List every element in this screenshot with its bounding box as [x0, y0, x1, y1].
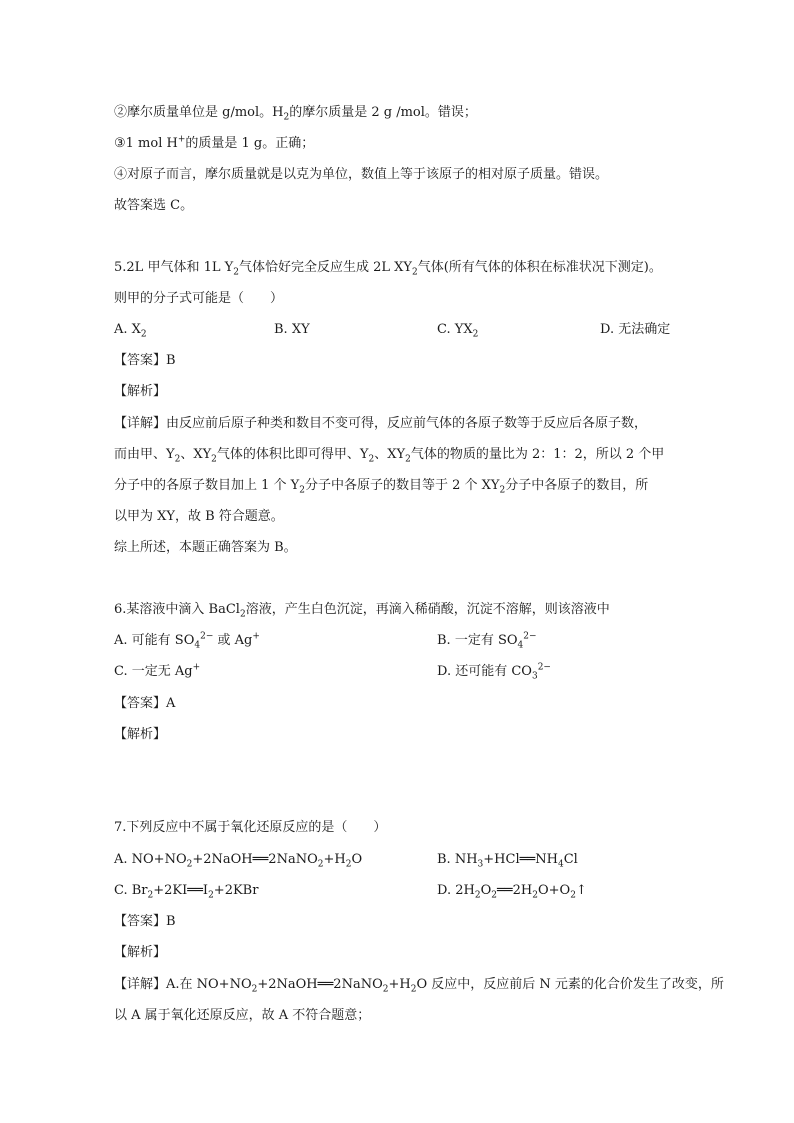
q6-answer: 【答案】A — [114, 696, 176, 711]
q4-line-3: ③1 mol H+的质量是 1 g。正确； — [114, 134, 315, 151]
q7-answer: 【答案】B — [114, 914, 176, 929]
q7-detail-line-1: 【详解】A.在 $NO+NO_2+2NaOH══2NaNO_2+H_2O$ 反应中，反应前后 N 元素的化合价发生了改变，所 — [114, 977, 724, 995]
q5-option-d: D. 无法确定 — [600, 322, 671, 337]
q5-option-c: C. $YX_2$ — [437, 322, 479, 340]
q7-option-b: B. $NH_3+HCl══NH_4Cl$ — [437, 852, 578, 870]
q6-option-c: C. 一定无 Ag+ — [114, 662, 201, 679]
q5-summary: 综上所述，本题正确答案为 B。 — [114, 540, 297, 555]
q7-option-d: D. $2H_2O_2══2H_2O+O_2↑$ — [437, 883, 587, 901]
q7-stem: 7.下列反应中不属于氧化还原反应的是（ ） — [114, 820, 387, 835]
q5-detail-line-2: 而由甲、$Y_2$、$XY_2$气体的体积比即可得甲、$Y_2$、$XY_2$气体的物质的量比为 2：1：2，所以 2 个甲 — [114, 447, 665, 465]
q5-option-b: B. XY — [274, 322, 310, 337]
q5-option-a: A. $X_2$ — [114, 322, 147, 340]
q5-answer: 【答案】B — [114, 353, 176, 368]
q4-conclusion: 故答案选 C。 — [114, 198, 194, 213]
q6-analysis-label: 【解析】 — [114, 727, 167, 742]
q5-stem-line-1: 5.2L 甲气体和 1L $Y_2$气体恰好完全反应生成 2L $XY_2$气体(所有气体的体积在标准状况下测定)。 — [114, 260, 662, 278]
q4-line-2: ②摩尔质量单位是 g/mol。$H_2$的摩尔质量是 2 g /mol。错误； — [114, 105, 477, 123]
q6-option-b: B. 一定有 $SO_4^{2-}$ — [437, 631, 537, 651]
q6-stem: 6.某溶液中滴入 BaCl$_2$溶液，产生白色沉淀，再滴入稀硝酸，沉淀不溶解，则该溶液中 — [114, 602, 610, 620]
q6-option-a: A. 可能有 $SO_4^{2-}$ 或 Ag+ — [114, 631, 260, 651]
q5-detail-line-1: 【详解】由反应前后原子种类和数目不变可得，反应前气体的各原子数等于反应后各原子数， — [114, 416, 648, 431]
q5-detail-line-4: 以甲为 XY，故 B 符合题意。 — [114, 509, 284, 524]
q6-option-d: D. 还可能有 $CO_3^{2-}$ — [437, 662, 551, 682]
q4-line-4: ④对原子而言，摩尔质量就是以克为单位，数值上等于该原子的相对原子质量。错误。 — [114, 167, 609, 182]
q5-detail-line-3: 分子中的各原子数目加上 1 个 $Y_2$分子中各原子的数目等于 2 个 $XY_2$分子中各原子的数目，所 — [114, 478, 649, 496]
q5-analysis-label: 【解析】 — [114, 384, 167, 399]
q5-stem-line-2: 则甲的分子式可能是（ ） — [114, 291, 284, 306]
q7-analysis-label: 【解析】 — [114, 945, 167, 960]
q7-option-c: C. $Br_2+2KI══I_2+2KBr$ — [114, 883, 259, 901]
q7-detail-line-2: 以 A 属于氧化还原反应，故 A 不符合题意； — [114, 1008, 371, 1023]
q7-option-a: A. $NO+NO_2+2NaOH══2NaNO_2+H_2O$ — [114, 852, 363, 870]
